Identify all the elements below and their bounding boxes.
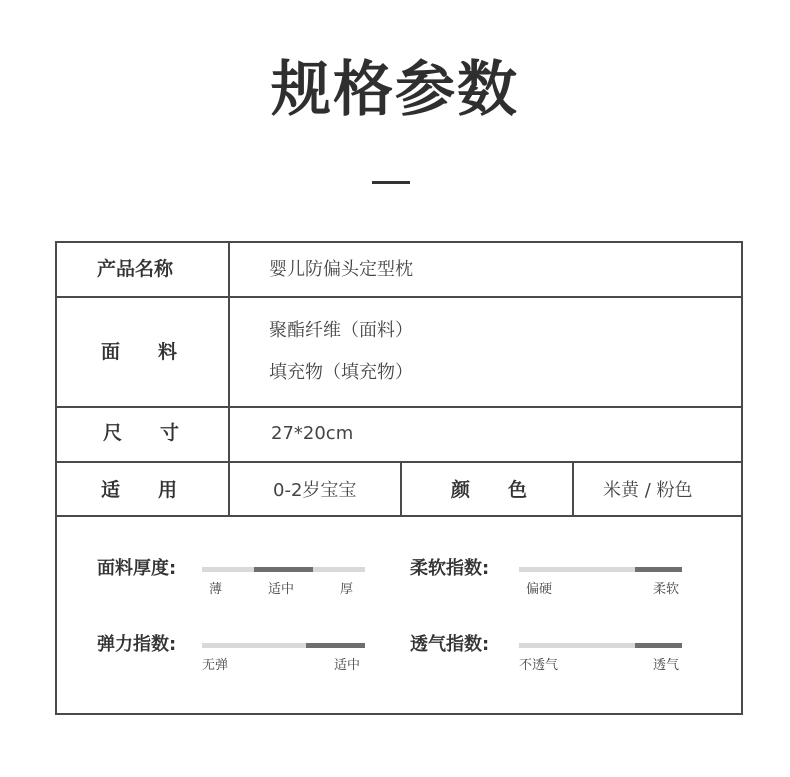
material-label: 面 料 <box>101 341 178 363</box>
product-name-value: 婴儿防偏头定型枕 <box>269 259 413 280</box>
thickness-meter <box>202 567 365 572</box>
column-divider <box>228 243 230 517</box>
product-name-label: 产品名称 <box>97 258 174 280</box>
softness-tick-soft: 柔软 <box>653 582 680 597</box>
color-label: 颜 色 <box>451 479 528 501</box>
size-value: 27*20cm <box>271 423 354 444</box>
column-divider <box>400 461 402 517</box>
thickness-tick-medium: 适中 <box>268 582 295 597</box>
page-title: 规格参数 <box>271 55 519 125</box>
elasticity-meter <box>202 643 365 648</box>
elasticity-meter-fill <box>306 643 365 648</box>
elasticity-tick-medium: 适中 <box>334 658 361 673</box>
spec-table <box>55 241 743 715</box>
title-divider <box>372 181 410 184</box>
breathability-tick-breathable: 透气 <box>653 658 680 673</box>
color-value: 米黄 / 粉色 <box>603 480 693 501</box>
softness-label: 柔软指数: <box>410 558 490 579</box>
suitable-value: 0-2岁宝宝 <box>273 480 357 501</box>
row-divider <box>57 296 741 298</box>
suitable-label: 适 用 <box>101 479 178 501</box>
breathability-tick-none: 不透气 <box>519 658 559 673</box>
thickness-tick-thick: 厚 <box>340 582 354 597</box>
row-divider <box>57 406 741 408</box>
breathability-meter <box>519 643 682 648</box>
material-value-2: 填充物（填充物） <box>269 362 413 383</box>
softness-meter <box>519 567 682 572</box>
elasticity-label: 弹力指数: <box>97 634 177 655</box>
breathability-label: 透气指数: <box>410 634 490 655</box>
size-label: 尺 寸 <box>103 422 180 444</box>
row-divider <box>57 461 741 463</box>
elasticity-tick-none: 无弹 <box>202 658 229 673</box>
breathability-meter-fill <box>635 643 682 648</box>
thickness-meter-fill <box>254 567 313 572</box>
thickness-label: 面料厚度: <box>97 558 177 579</box>
softness-tick-hard: 偏硬 <box>526 582 553 597</box>
column-divider <box>572 461 574 517</box>
row-divider <box>57 515 741 517</box>
material-value-1: 聚酯纤维（面料） <box>269 320 413 341</box>
thickness-tick-thin: 薄 <box>209 582 223 597</box>
softness-meter-fill <box>635 567 682 572</box>
